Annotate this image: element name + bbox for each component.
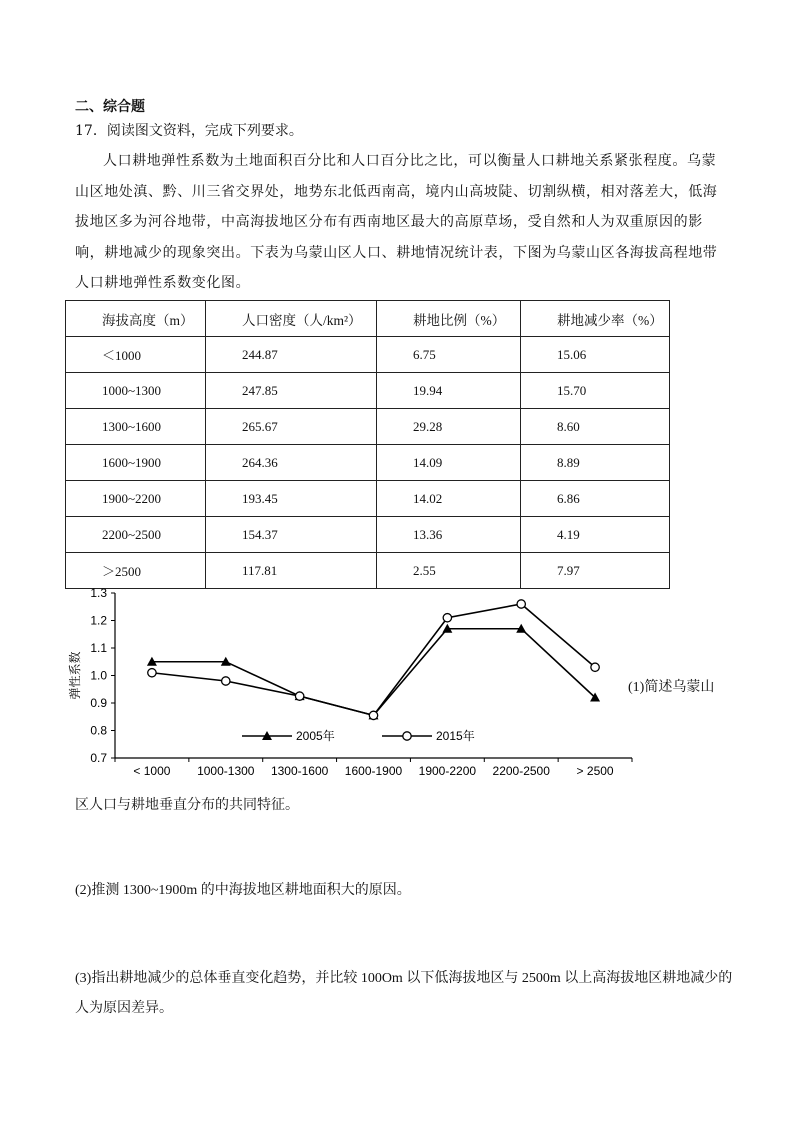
data-point-2015 — [148, 669, 156, 677]
cell-density: 265.67 — [206, 409, 377, 445]
table-row — [66, 517, 670, 553]
cell-decrease: 4.19 — [521, 517, 670, 553]
x-tick-label: > 2500 — [576, 764, 614, 778]
x-tick-label: 1000-1300 — [197, 764, 255, 778]
cell-ratio: 2.55 — [377, 553, 521, 589]
cell-density: 193.45 — [206, 481, 377, 517]
header-farmland-decrease-rate: 耕地减少率（%） — [521, 301, 670, 337]
question-title: 17．阅读图文资料，完成下列要求。 — [75, 123, 303, 139]
question-1-start: (1)简述乌蒙山 — [628, 680, 715, 695]
header-altitude: 海拔高度（m） — [66, 301, 206, 337]
cell-ratio: 19.94 — [377, 373, 521, 409]
data-point-2015 — [295, 692, 303, 700]
y-tick-label: 0.7 — [90, 751, 107, 765]
data-point-2015 — [517, 600, 525, 608]
cell-decrease: 6.86 — [521, 481, 670, 517]
x-tick-label: 1600-1900 — [344, 764, 403, 778]
question-1-continuation: 区人口与耕地垂直分布的共同特征。 — [75, 798, 299, 813]
y-tick-label: 1.2 — [90, 613, 107, 628]
data-point-2015 — [222, 677, 230, 685]
y-tick-label: 1.0 — [90, 668, 107, 683]
table-row — [66, 553, 670, 589]
table-row — [66, 481, 670, 517]
y-tick-label: 0.8 — [90, 723, 107, 738]
question-paragraph: 人口耕地弹性系数为土地面积百分比和人口百分比之比，可以衡量人口耕地关系紧张程度。乌蒙山区地处滇、黔、川三省交界处，地势东北低西南高，境内山高坡陡、切割纵横，相对落差大，低海拔地区多为河谷地带，中高海拔地区分布有西南地区最大的高原草场，受自然和人为双重原因的影响，耕地减少的现象突出。下表为乌蒙山区人口、耕地情况统计表，下图为乌蒙山区各海拔高程地带人口耕地弹性系数变化图。 — [75, 153, 718, 291]
cell-altitude: 1900~2200 — [66, 481, 206, 517]
cell-decrease: 8.89 — [521, 445, 670, 481]
question-3: (3)指出耕地减少的总体垂直变化趋势，并比较 100Om 以下低海拔地区与 2500m 以上高海拔地区耕地减少的人为原因差异。 — [75, 971, 733, 1016]
cell-decrease: 15.06 — [521, 337, 670, 373]
table-row — [66, 409, 670, 445]
cell-density: 117.81 — [206, 553, 377, 589]
table-row — [66, 445, 670, 481]
section-title: 二、综合题 — [75, 99, 145, 115]
cell-decrease: 7.97 — [521, 553, 670, 589]
cell-density: 244.87 — [206, 337, 377, 373]
cell-altitude: ＞2500 — [66, 553, 206, 589]
cell-decrease: 15.70 — [521, 373, 670, 409]
series-line-2 — [152, 604, 595, 715]
data-point-2015 — [369, 711, 377, 719]
x-tick-label: < 1000 — [133, 764, 171, 778]
x-tick-label: 1300-1600 — [270, 764, 329, 778]
legend-label: 2005年 — [296, 729, 335, 743]
cell-altitude: 2200~2500 — [66, 517, 206, 553]
elasticity-chart-svg — [60, 585, 660, 785]
y-tick-label: 0.9 — [90, 696, 107, 710]
question-2: (2)推测 1300~1900m 的中海拔地区耕地面积大的原因。 — [75, 883, 411, 898]
table-row — [66, 337, 670, 373]
y-tick-label: 1.1 — [90, 641, 107, 655]
cell-altitude: ＜1000 — [66, 337, 206, 373]
series-line-1 — [152, 629, 595, 716]
x-tick-label: 1900-2200 — [418, 764, 477, 778]
header-population-density: 人口密度（人/km²） — [206, 301, 377, 337]
x-tick-label: 2200-2500 — [492, 764, 550, 778]
legend-marker-2015 — [403, 732, 411, 740]
statistics-table — [65, 300, 670, 589]
cell-altitude: 1600~1900 — [66, 445, 206, 481]
cell-ratio: 6.75 — [377, 337, 521, 373]
data-point-2015 — [591, 663, 599, 671]
legend-label: 2015年 — [436, 729, 475, 743]
cell-density: 247.85 — [206, 373, 377, 409]
cell-altitude: 1300~1600 — [66, 409, 206, 445]
y-axis-label: 弹性系数 — [68, 651, 82, 700]
table-row — [66, 373, 670, 409]
cell-altitude: 1000~1300 — [66, 373, 206, 409]
cell-ratio: 14.09 — [377, 445, 521, 481]
cell-ratio: 29.28 — [377, 409, 521, 445]
header-farmland-ratio: 耕地比例（%） — [377, 301, 521, 337]
cell-density: 154.37 — [206, 517, 377, 553]
table-header-row — [66, 301, 670, 337]
elasticity-chart — [60, 585, 660, 785]
data-point-2015 — [443, 614, 451, 622]
y-tick-label: 1.3 — [90, 586, 107, 600]
cell-ratio: 14.02 — [377, 481, 521, 517]
cell-decrease: 8.60 — [521, 409, 670, 445]
cell-ratio: 13.36 — [377, 517, 521, 553]
cell-density: 264.36 — [206, 445, 377, 481]
